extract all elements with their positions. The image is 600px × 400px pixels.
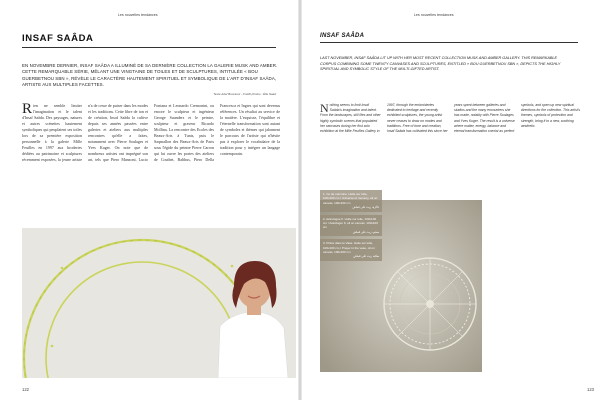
caption-item bbox=[320, 190, 382, 212]
body-text-english: othing seems to limit Insaf Saâda's imagination and talent. From the landscapes, still lifes and other highly symbolic scenes that populated her canvases during her first solo exhibition at the Mille Feuilles Gallery in 1997, through the embroideries dedicated to heritage and recently exhibited sculptures, the young artist never ceases to draw on modes and traditions. Free of tone and creation, Insaf Saâda has cultivated this since her years spent between galleries and studios and the many encounters she has made, notably with Pierre Soulages and Yves Kuger. The result is a universe where matter, energy, balance and eternal transformation coexist as perfect symbols, and open up new spiritual directions for the collection. This artist's themes, symbols of protection and strength, bring it to a new, soothing aesthetic. bbox=[320, 103, 581, 134]
caption-item bbox=[320, 239, 382, 261]
running-header-right: Les nouvelles tendances bbox=[414, 13, 454, 17]
article-title: INSAF SAÂDA bbox=[22, 33, 94, 44]
caption-arabic: ذاكرة، زيت على قماش bbox=[352, 205, 379, 210]
drop-cap-english: N bbox=[320, 101, 329, 115]
caption-text: 1. Ce de mémoire. Huile sur toile, 100x100 cm / Universe of memory, oil on canvas, 100x100 cm bbox=[323, 192, 378, 205]
left-page bbox=[0, 0, 296, 400]
artist-portrait-photo bbox=[22, 228, 296, 378]
body-text-columns-english bbox=[320, 103, 582, 193]
caption-item bbox=[320, 215, 382, 237]
drop-cap: R bbox=[22, 101, 33, 117]
byline: Texte Adel Bouraoui - Crédit photos : Élie Saad bbox=[213, 92, 276, 96]
lead-paragraph-english: LAST NOVEMBER, INSAF SAÂDA LIT UP WITH HER MOST RECENT COLLECTION MUSK AND AMBER GALLERY. THIS REMARKABLE CORPUS COMBINING SOME TWENTY CANVASES AND SCULPTURES, ENTITLED « BOU GUERBETNOU SBN », DEPICTS THE HIGHLY SPIRITUAL AND SYMBOLIC STYLE OF THE MULTI-GIFTED ARTIST. bbox=[320, 56, 561, 72]
caption-list bbox=[320, 190, 382, 264]
spine-gutter bbox=[298, 0, 302, 400]
caption-arabic: صلاة، زيت على قماش bbox=[353, 254, 379, 259]
lead-paragraph: EN NOVEMBRE DERNIER, INSAF SAÂDA A ILLUMINÉ DE SA DERNIÈRE COLLECTION LA GALERIE MUSK AND AMBER. CETTE REMARQUABLE SÉRIE, MÊLANT UNE VINGTAINE DE TOILES ET DE SCULPTURES, INTITULÉE « BOU GUERBETNOU SBN », RÉVÈLE LE CARACTÈRE HAUTEMENT SPIRITUEL ET SYMBOLIQUE DE L'ART D'INSAF SAÂDA, ARTISTE AUX MULTIPLES FACETTES. bbox=[22, 63, 278, 88]
caption-text: 2. Astrologue II. Huile sur toile, 100x100 cm / Astrologer II, oil on canvas, 100x100 cm bbox=[323, 216, 378, 230]
title-rule bbox=[22, 47, 276, 48]
portrait-illustration bbox=[22, 228, 296, 378]
body-text-columns bbox=[22, 103, 280, 226]
caption-arabic: منجم، زيت على قماش bbox=[352, 229, 379, 234]
page-number-left: 122 bbox=[22, 387, 29, 392]
caption-text: 3. Prière dans le Vase. Huile sur toile, 100x100 cm / Prayer in the vase, oil on canvas, 100x100 cm bbox=[323, 241, 375, 255]
article-title-english: INSAF SAÂDA bbox=[320, 33, 365, 39]
right-page bbox=[304, 0, 600, 400]
body-text: ien ne semble limiter l'imagination et le talent d'Insaf Saâda. Des paysages, natures et autres scénettes hautement symboliques qui peuplaient ses toiles lors de sa première exposition personnelle à la galerie Mille Feuilles en 1997 aux broderies dédiées au patrimoine et sculptures récemment exposées, la jeune artiste n'a de cesse de puiser dans les modes et les traditions. Cette libre de ton et de création, Insaf Saâda la cultive depuis ses années passées entre galeries et ateliers aux multiples rencontres qu'elle a faites, notamment avec Pierre Soulages et Yves Kuger. On note que de nombreux artistes ont imprégné son art, tels que Piero Manzoni, Lucio Fontana et Leonardo Cremonini, ou encore le sculpteur et ingénieur George Saunders et le peintre, sculpteur et graveur Ricardo Mollina. La rencontre des Ecoles des Beaux-Arts à Tunis, puis le Saqmallon des Beaux-Arts de Paris sous l'égide du peintre Pierre Carron qui lui ouvre les portes des ateliers de Coutbet, Balthus, Piero Della Francesca et Ingres qui sont devenus références. Un résultat au service de la matière. L'esquisse, l'équilibre et l'éternelle transformation sont autant de symboles et thèmes qui jalonnent le parcours de l'artiste qui n'hésite pas à explorer le vocabulaire de la tradition pour y intégrer un langage contemporain. bbox=[22, 103, 280, 162]
page-number-right: 123 bbox=[587, 387, 594, 392]
title-rule-right bbox=[320, 42, 578, 43]
running-header-left: Les nouvelles tendances bbox=[118, 13, 158, 17]
